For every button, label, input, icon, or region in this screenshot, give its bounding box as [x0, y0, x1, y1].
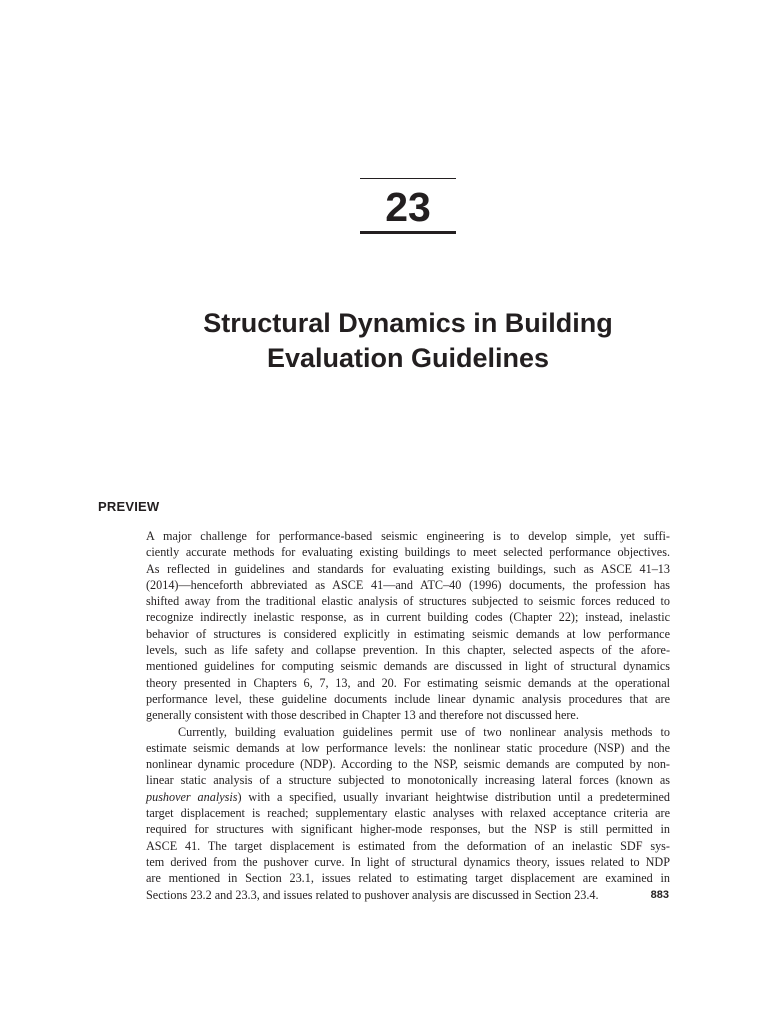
paragraph-2-line-3: nonlinear dynamic procedure (NDP). According to the NSP, seismic demands are computed by non-: [146, 757, 670, 772]
paragraph-2-line-6: target displacement is reached; supplementary elastic analyses with relaxed acceptance criteria are: [146, 806, 670, 821]
paragraph-1-line-11: performance level, these guideline documents include linear dynamic analysis procedures that are: [146, 691, 670, 706]
paragraph-2-line-2: estimate seismic demands at low performance levels: the nonlinear static procedure (NSP) and the: [146, 740, 670, 755]
paragraph-2-line-8: ASCE 41. The target displacement is estimated from the deformation of an inelastic SDF sys-: [146, 838, 670, 853]
paragraph-1-line-2: ciently accurate methods for evaluating existing buildings to meet selected performance objectives.: [146, 545, 670, 560]
paragraph-1-line-7: behavior of structures is considered explicitly in estimating seismic demands at low performance: [146, 626, 670, 641]
pushover-analysis-italic: pushover analysis: [146, 789, 238, 804]
chapter-title-line-2: Evaluation Guidelines: [266, 343, 550, 373]
preview-body-text: [146, 528, 670, 903]
paragraph-1-line-10: theory presented in Chapters 6, 7, 13, and 20. For estimating seismic demands at the operational: [146, 675, 670, 690]
paragraph-2-line-5-rest: ) with a specified, usually invariant heightwise distribution until a predetermined: [237, 789, 670, 804]
chapter-number-bottom-rule: [360, 231, 456, 234]
paragraph-2-line-11: Sections 23.2 and 23.3, and issues related to pushover analysis are discussed in Section 23.4.: [146, 887, 599, 902]
paragraph-2-line-10: are mentioned in Section 23.1, issues related to estimating target displacement are examined in: [146, 871, 670, 886]
paragraph-1-line-6: recognize indirectly inelastic response, as in current building codes (Chapter 22); instead, inelastic: [146, 610, 670, 625]
section-heading-preview: PREVIEW: [98, 499, 160, 514]
chapter-title: [100, 306, 716, 376]
paragraph-2-line-1: Currently, building evaluation guidelines permit use of two nonlinear analysis methods to: [178, 724, 670, 739]
paragraph-1-line-4: (2014)—henceforth abbreviated as ASCE 41—and ATC–40 (1996) documents, the profession has: [146, 577, 670, 592]
paragraph-1-line-3: As reflected in guidelines and standards for evaluating existing buildings, such as ASCE 41–13: [146, 561, 670, 576]
paragraph-2-line-9: tem derived from the pushover curve. In light of structural dynamics theory, issues related to NDP: [146, 854, 670, 869]
paragraph-1: [146, 528, 670, 724]
chapter-title-line-1: Structural Dynamics in Building: [203, 308, 613, 338]
paragraph-2: [146, 724, 670, 903]
paragraph-1-line-1: A major challenge for performance-based seismic engineering is to develop simple, yet suffi-: [146, 529, 670, 543]
paragraph-1-line-8: levels, such as life safety and collapse prevention. In this chapter, selected aspects of the afore-: [146, 643, 670, 658]
page-number: 883: [650, 889, 669, 901]
paragraph-2-line-5: [146, 789, 670, 805]
paragraph-2-line-7: required for structures with significant higher-mode responses, but the NSP is still permitted in: [146, 822, 670, 837]
paragraph-1-line-12: generally consistent with those described in Chapter 13 and therefore not discussed here.: [146, 708, 579, 723]
chapter-number-top-rule: [360, 178, 456, 179]
paragraph-1-line-9: mentioned guidelines for computing seismic demands are discussed in light of structural dynamics: [146, 659, 670, 674]
paragraph-1-line-5: shifted away from the traditional elastic analysis of structures subjected to seismic forces reduced to: [146, 594, 670, 609]
paragraph-2-line-4: linear static analysis of a structure subjected to monotonically increasing lateral forces (known as: [146, 773, 670, 788]
chapter-number: 23: [385, 184, 431, 230]
